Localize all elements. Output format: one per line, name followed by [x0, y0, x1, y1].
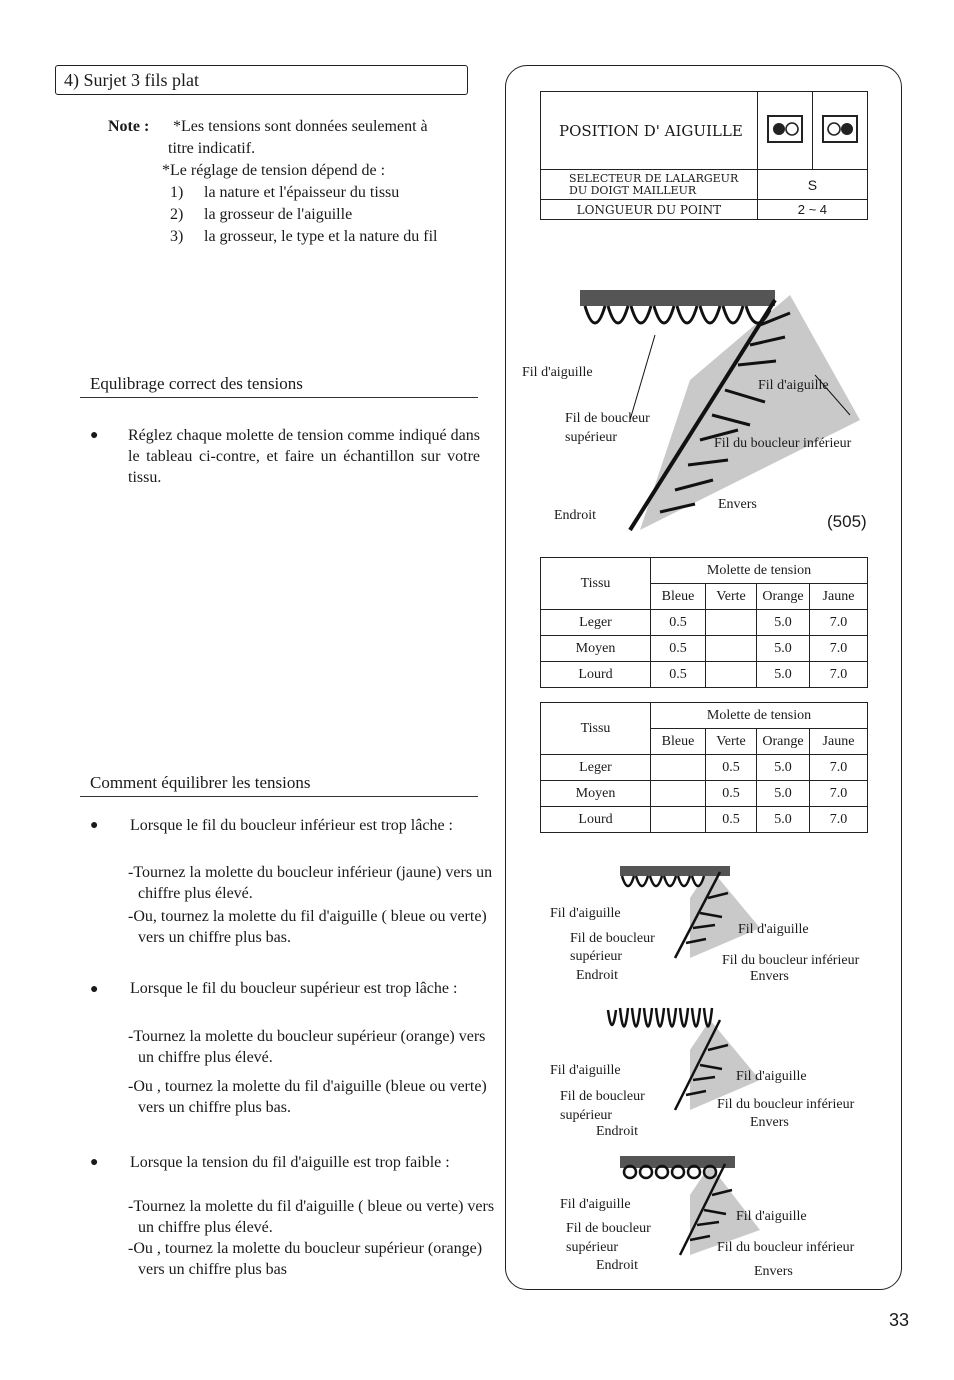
upper-looper-label: supérieur [565, 430, 618, 445]
cell: 7.0 [810, 636, 868, 662]
note-item-text: la nature et l'épaisseur du tissu [204, 184, 400, 201]
cell: 7.0 [810, 610, 868, 636]
cell: 0.5 [706, 807, 757, 833]
lower-looper-label: Fil du boucleur inférieur [722, 953, 860, 968]
needle-thread-label: Fil d'aiguille [550, 906, 621, 921]
cell [651, 755, 706, 781]
needle-thread-right-label: Fil d'aiguille [738, 922, 809, 937]
col-bleue: Bleue [651, 729, 706, 755]
settings-table [540, 91, 868, 220]
upper-looper-label: Fil de boucleur [570, 931, 655, 946]
table-row [541, 662, 868, 688]
cell: 0.5 [651, 636, 706, 662]
note-label: Note : [108, 118, 150, 135]
tension-table-2 [540, 702, 868, 833]
wrong-side-label: Envers [754, 1264, 793, 1279]
selector-value: S [757, 170, 867, 200]
stitch-length-label: LONGUEUR DU POINT [541, 200, 758, 220]
lower-looper-label: Fil du boucleur inférieur [717, 1240, 855, 1255]
bullet-icon: ● [90, 818, 99, 833]
fabric-name: Leger [541, 755, 651, 781]
lower-looper-label: Fil du boucleur inférieur [714, 436, 852, 451]
note-item-num: 1) [170, 184, 184, 201]
upper-looper-label: Fil de boucleur [560, 1089, 645, 1104]
needle-thread-label: Fil d'aiguille [522, 365, 593, 380]
right-side-label: Endroit [596, 1124, 638, 1139]
howto-sub: -Tournez la molette du boucleur supérieur (orange) vers un chiffre plus élevé. [128, 1028, 486, 1066]
upper-looper-label: Fil de boucleur [565, 411, 650, 426]
balance-heading: Equlibrage correct des tensions [80, 374, 478, 398]
needle-left-icon [757, 92, 812, 170]
tissu-header: Tissu [541, 703, 651, 755]
stitch-code: (505) [827, 512, 867, 531]
col-orange: Orange [757, 584, 810, 610]
cell: 5.0 [757, 807, 810, 833]
cell: 7.0 [810, 807, 868, 833]
needle-thread-label: Fil d'aiguille [550, 1063, 621, 1078]
stitch-length-value: 2 ~ 4 [757, 200, 867, 220]
note-line-1: *Les tensions sont données seulement à [173, 118, 428, 135]
fabric-name: Moyen [541, 781, 651, 807]
wrong-side-label: Envers [718, 497, 757, 512]
right-side-label: Endroit [596, 1258, 638, 1273]
cell: 5.0 [757, 755, 810, 781]
needle-thread-label: Fil d'aiguille [560, 1197, 631, 1212]
note-line-1b: titre indicatif. [168, 140, 256, 157]
wrong-side-label: Envers [750, 1115, 789, 1130]
cell: 5.0 [757, 610, 810, 636]
cell [706, 636, 757, 662]
needle-right-icon [812, 92, 867, 170]
upper-looper-label: supérieur [560, 1108, 613, 1123]
howto-sub: -Ou , tournez la molette du fil d'aiguille (bleue ou verte) vers un chiffre plus bas. [128, 1078, 487, 1116]
bullet-icon: ● [90, 982, 99, 997]
howto-lead: Lorsque le fil du boucleur inférieur est trop lâche : [130, 817, 453, 834]
lower-looper-label: Fil du boucleur inférieur [717, 1097, 855, 1112]
table-row [541, 755, 868, 781]
cell [706, 610, 757, 636]
fabric-name: Lourd [541, 662, 651, 688]
howto-sub: -Ou, tournez la molette du fil d'aiguille ( bleue ou verte) vers un chiffre plus bas. [128, 908, 487, 946]
page-number: 33 [888, 1310, 909, 1330]
molette-header: Molette de tension [651, 703, 868, 729]
table-row [541, 807, 868, 833]
note-item-text: la grosseur de l'aiguille [204, 206, 353, 223]
needle-thread-right-label: Fil d'aiguille [736, 1069, 807, 1084]
selector-label: SELECTEUR DE LALARGEUR DU DOIGT MAILLEUR [541, 170, 758, 200]
upper-looper-label: supérieur [570, 949, 623, 964]
howto-heading: Comment équilibrer les tensions [80, 773, 478, 797]
bullet-icon: ● [90, 1155, 99, 1170]
upper-looper-label: supérieur [566, 1240, 619, 1255]
col-orange: Orange [757, 729, 810, 755]
table-row [541, 636, 868, 662]
howto-lead: Lorsque la tension du fil d'aiguille est trop faible : [130, 1154, 450, 1171]
cell: 5.0 [757, 662, 810, 688]
cell: 0.5 [706, 781, 757, 807]
right-side-label: Endroit [554, 508, 596, 523]
cell: 7.0 [810, 781, 868, 807]
balance-text: Réglez chaque molette de tension comme indiqué dans le tableau ci-contre, et faire un échantillon sur votre tissu. [128, 427, 480, 486]
cell: 5.0 [757, 781, 810, 807]
col-jaune: Jaune [810, 729, 868, 755]
cell: 7.0 [810, 755, 868, 781]
note-line-2: *Le réglage de tension dépend de : [162, 162, 386, 179]
table-row [541, 610, 868, 636]
section-title: 4) Surjet 3 fils plat [55, 65, 468, 95]
col-verte: Verte [706, 729, 757, 755]
howto-sub: -Ou , tournez la molette du boucleur supérieur (orange) vers un chiffre plus bas [128, 1240, 483, 1278]
note-item-num: 2) [170, 206, 184, 223]
howto-sub: -Tournez la molette du fil d'aiguille ( bleue ou verte) vers un chiffre plus élevé. [128, 1198, 495, 1236]
tissu-header: Tissu [541, 558, 651, 610]
cell: 0.5 [651, 662, 706, 688]
bullet-icon: ● [90, 428, 99, 443]
cell: 7.0 [810, 662, 868, 688]
right-side-label: Endroit [576, 968, 618, 983]
cell [706, 662, 757, 688]
cell: 5.0 [757, 636, 810, 662]
stitch-illustration-loose-lower [600, 858, 770, 968]
fabric-name: Lourd [541, 807, 651, 833]
note-item-text: la grosseur, le type et la nature du fil [204, 228, 438, 245]
note-item-num: 3) [170, 228, 184, 245]
col-bleue: Bleue [651, 584, 706, 610]
tension-table-1 [540, 557, 868, 688]
howto-sub: -Tournez la molette du boucleur inférieur (jaune) vers un chiffre plus élevé. [128, 864, 493, 902]
molette-header: Molette de tension [651, 558, 868, 584]
cell [651, 807, 706, 833]
cell: 0.5 [706, 755, 757, 781]
table-row [541, 781, 868, 807]
cell: 0.5 [651, 610, 706, 636]
wrong-side-label: Envers [750, 969, 789, 984]
howto-lead: Lorsque le fil du boucleur supérieur est trop lâche : [130, 980, 458, 997]
col-jaune: Jaune [810, 584, 868, 610]
col-verte: Verte [706, 584, 757, 610]
fabric-name: Leger [541, 610, 651, 636]
upper-looper-label: Fil de boucleur [566, 1221, 651, 1236]
needle-position-label: POSITION D' AIGUILLE [541, 92, 758, 170]
fabric-name: Moyen [541, 636, 651, 662]
needle-thread-right-label: Fil d'aiguille [736, 1209, 807, 1224]
needle-thread-right-label: Fil d'aiguille [758, 378, 829, 393]
cell [651, 781, 706, 807]
